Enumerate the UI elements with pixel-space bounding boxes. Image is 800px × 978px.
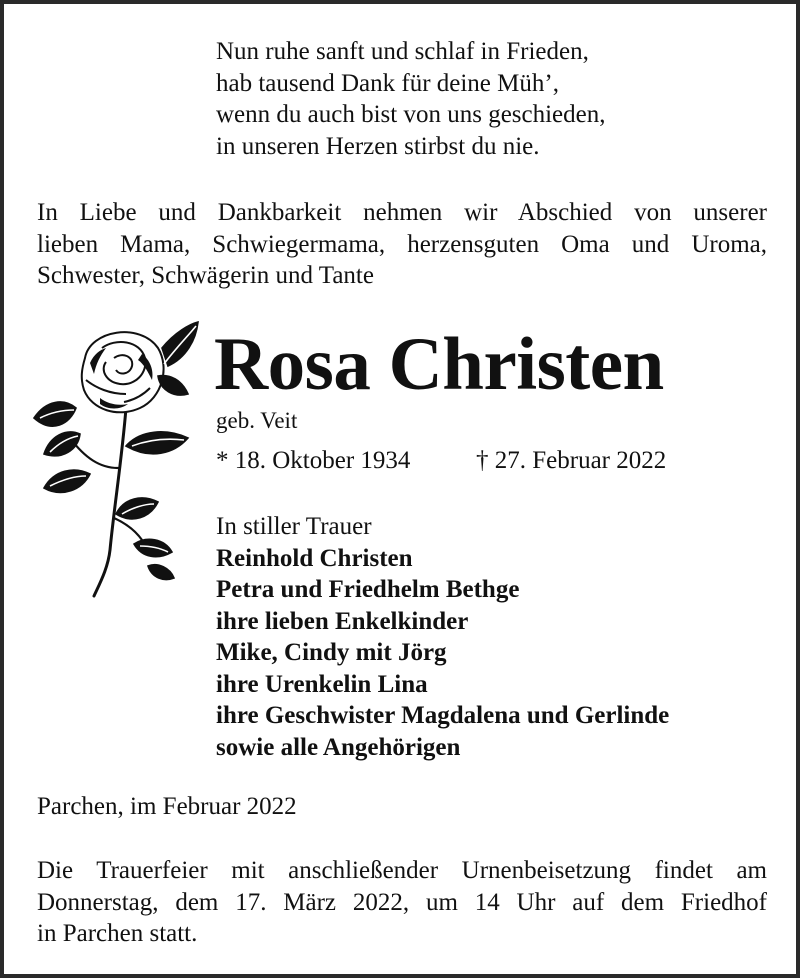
life-dates xyxy=(216,445,667,477)
ceremony-line: in Parchen statt. xyxy=(37,920,198,947)
poem-line: in unseren Herzen stirbst du nie. xyxy=(216,132,540,160)
ceremony-line: Donnerstag, dem 17. März 2022, um 14 Uhr auf dem Friedhof xyxy=(37,888,767,916)
obituary-card xyxy=(4,4,796,974)
ceremony-line: Die Trauerfeier mit anschließender Urnenbeisetzung findet am xyxy=(37,857,767,884)
intro-text xyxy=(37,197,767,292)
death-date: † 27. Februar 2022 xyxy=(476,447,667,474)
poem-line: wenn du auch bist von uns geschieden, xyxy=(216,101,606,128)
poem-line: hab tausend Dank für deine Müh’, xyxy=(216,69,559,97)
mourner-name: sowie alle Angehörigen xyxy=(216,733,461,761)
rose-icon xyxy=(30,318,205,598)
maiden-name: geb. Veit xyxy=(216,408,298,433)
place-date: Parchen, im Februar 2022 xyxy=(37,793,297,820)
intro-line: Schwester, Schwägerin und Tante xyxy=(37,262,374,289)
ceremony-info xyxy=(37,855,767,950)
mourners xyxy=(216,511,669,763)
mourner-name: Petra und Friedhelm Bethge xyxy=(216,576,520,603)
mourner-name: ihre Urenkelin Lina xyxy=(216,670,428,698)
birth-date: * 18. Oktober 1934 xyxy=(216,447,411,474)
poem-line: Nun ruhe sanft und schlaf in Frieden, xyxy=(216,38,589,65)
intro-line: In Liebe und Dankbarkeit nehmen wir Abschied von unserer xyxy=(37,199,767,226)
poem xyxy=(216,36,606,162)
mourner-name: ihre lieben Enkelkinder xyxy=(216,607,469,635)
mourner-name: Mike, Cindy mit Jörg xyxy=(216,639,447,666)
deceased-name: Rosa Christen xyxy=(214,323,664,406)
mourner-name: ihre Geschwister Magdalena und Gerlinde xyxy=(216,702,670,729)
mourners-lead: In stiller Trauer xyxy=(216,513,372,540)
mourner-name: Reinhold Christen xyxy=(216,544,413,572)
intro-line: lieben Mama, Schwiegermama, herzensguten Oma und Uroma, xyxy=(37,230,767,258)
